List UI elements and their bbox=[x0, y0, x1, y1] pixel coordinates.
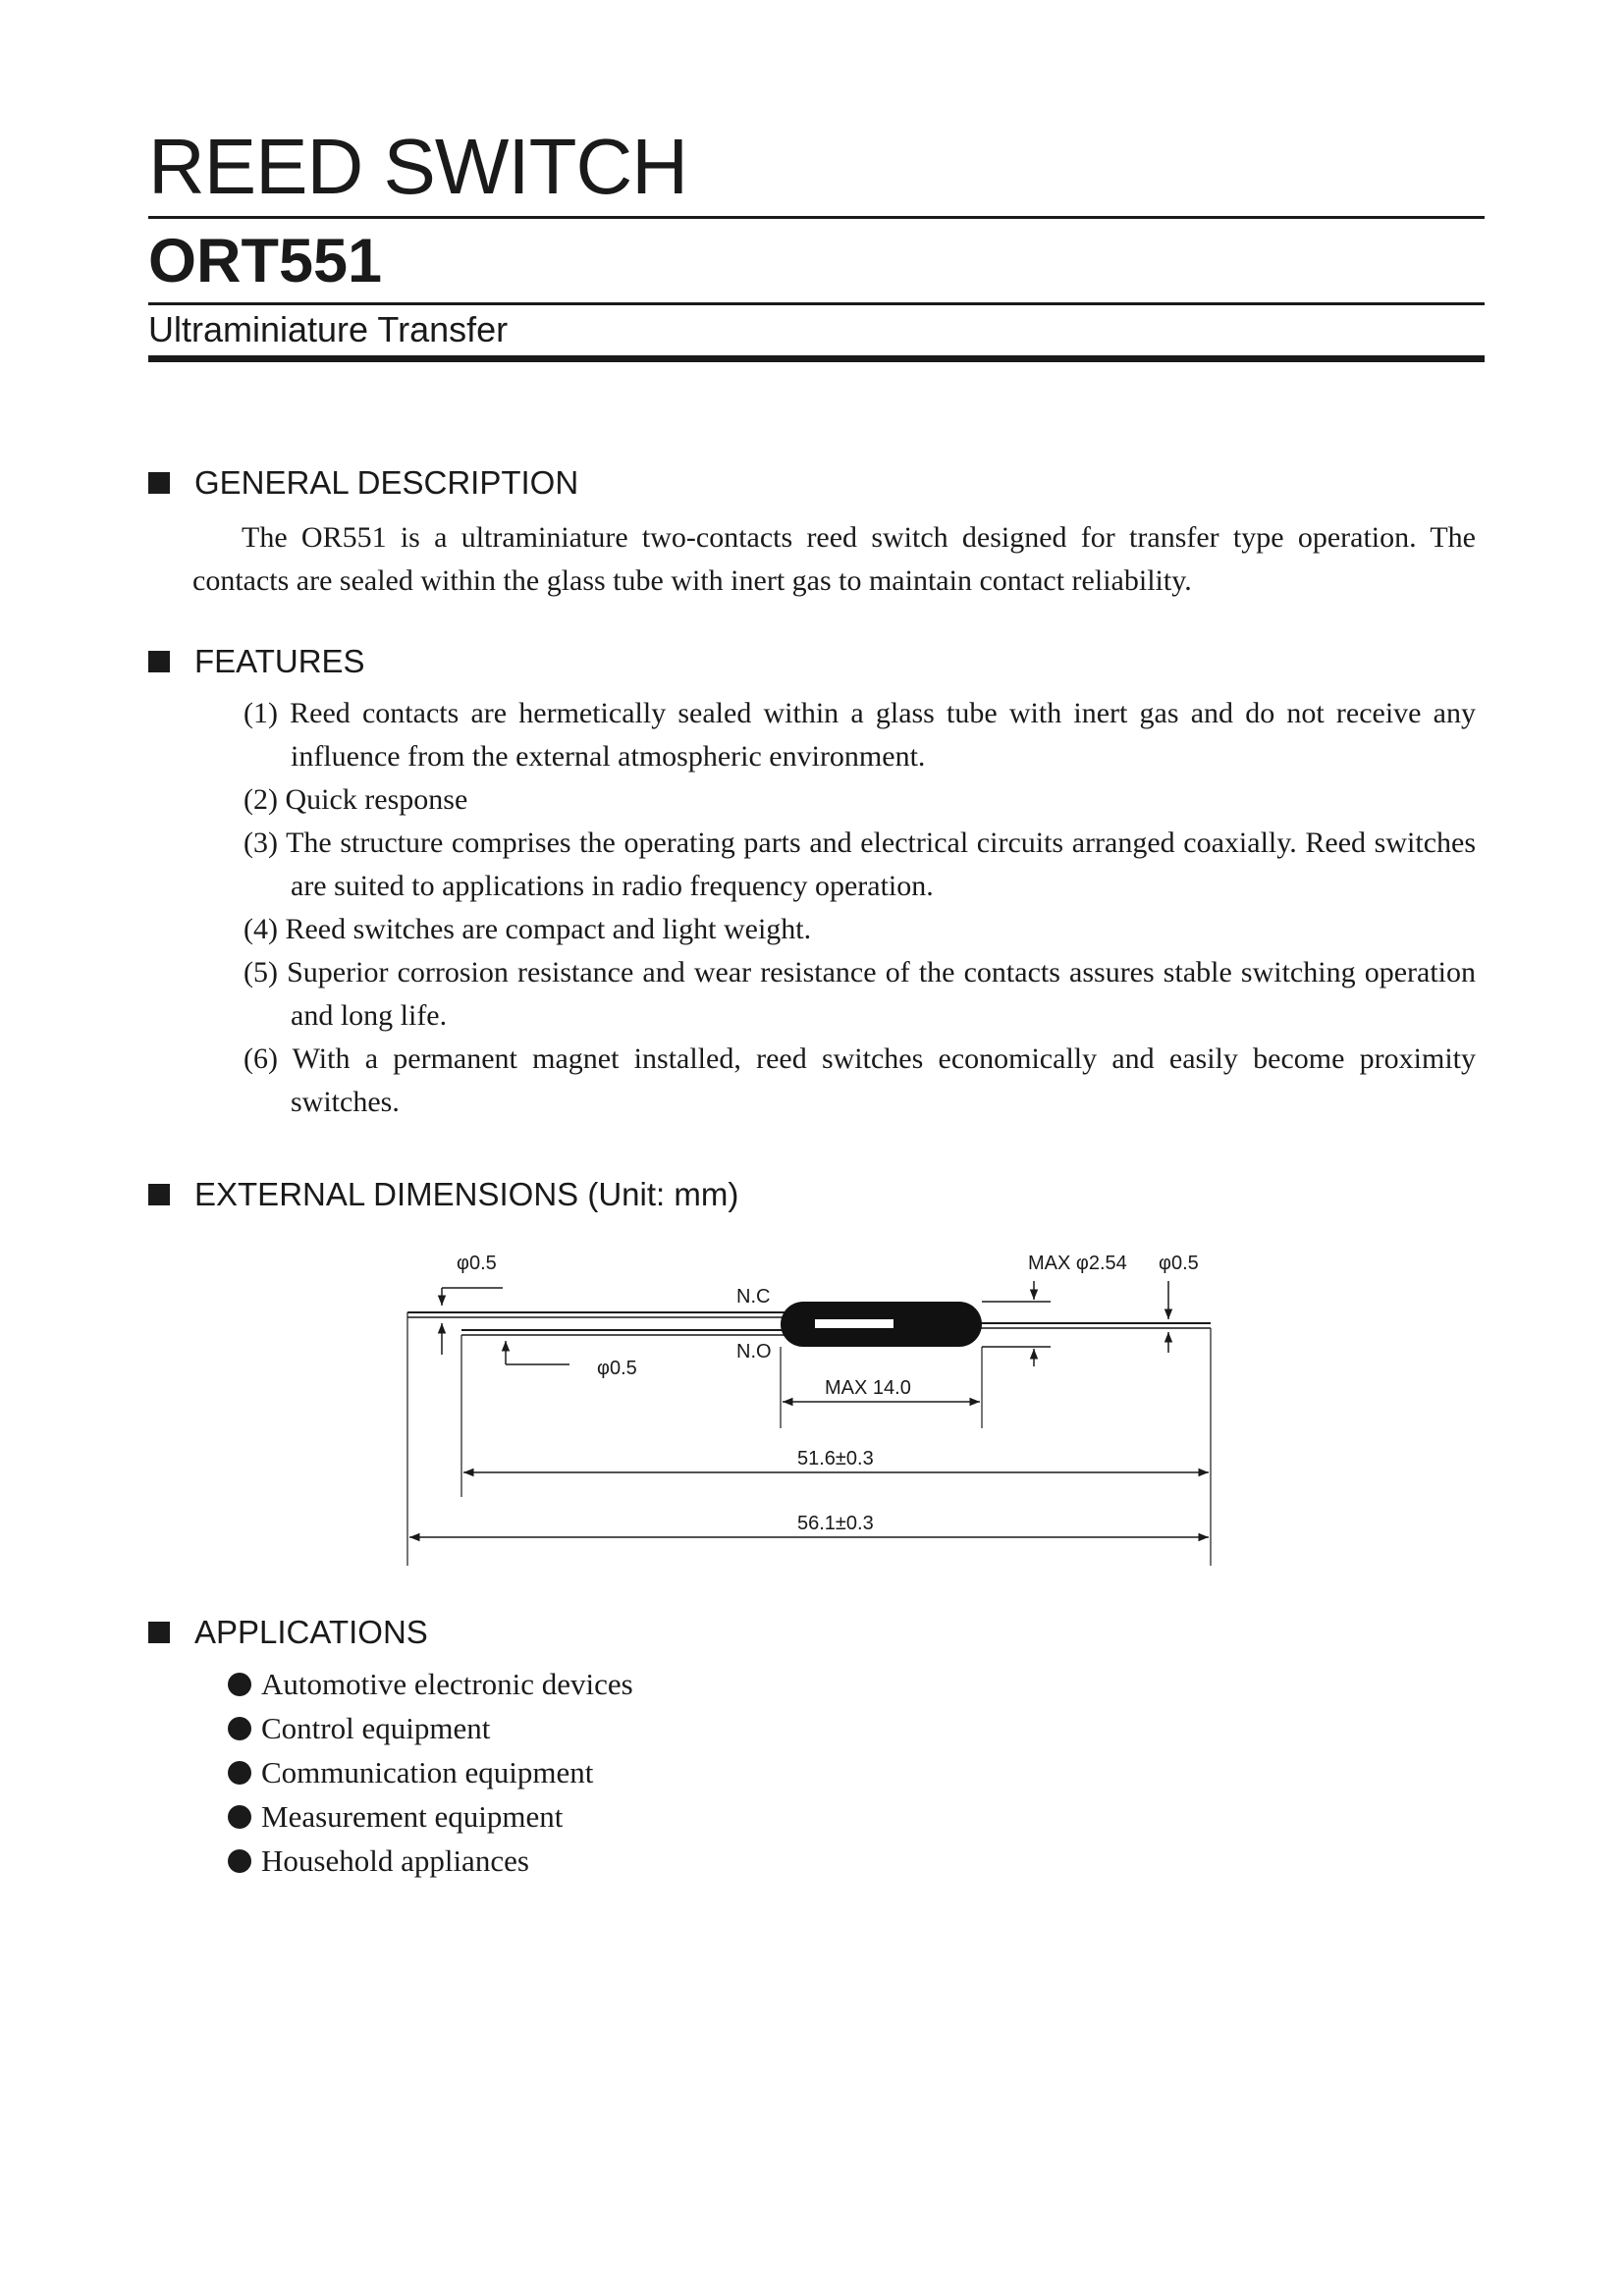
dimension-drawing bbox=[393, 1237, 1257, 1580]
feature-item: (2) Quick response bbox=[244, 783, 468, 816]
dim-lead-dia-left-bottom: φ0.5 bbox=[597, 1358, 637, 1379]
label-nc: N.C bbox=[736, 1286, 771, 1308]
applications-heading bbox=[148, 1616, 428, 1648]
label-no: N.O bbox=[736, 1341, 772, 1362]
dim-inner-length: 51.6±0.3 bbox=[797, 1448, 874, 1469]
feature-item: (5) Superior corrosion resistance and wear resistance of the contacts assures stable switching operation and long life. bbox=[244, 956, 1476, 1032]
applications-heading-text: APPLICATIONS bbox=[194, 1614, 428, 1650]
general-description-text: The OR551 is a ultraminiature two-contacts reed switch designed for transfer type operation. The contacts are sealed within the glass tube with inert gas to maintain contact reliability. bbox=[192, 521, 1476, 597]
features-heading-text: FEATURES bbox=[194, 643, 365, 679]
feature-item: (3) The structure comprises the operating parts and electrical circuits arranged coaxially. Reed switches are suited to applications in radio frequency operation. bbox=[244, 827, 1476, 902]
dim-lead-dia-left-top: φ0.5 bbox=[457, 1253, 497, 1274]
title-rule bbox=[148, 216, 1485, 219]
applications-list bbox=[228, 1662, 633, 1883]
dim-body-length: MAX 14.0 bbox=[825, 1377, 911, 1399]
model-number: ORT551 bbox=[148, 227, 383, 295]
model-rule bbox=[148, 302, 1485, 305]
feature-item: (4) Reed switches are compact and light weight. bbox=[244, 913, 812, 945]
bullet-icon bbox=[228, 1805, 251, 1829]
section-square-icon bbox=[148, 1622, 170, 1643]
dimensions-heading-text: EXTERNAL DIMENSIONS (Unit: mm) bbox=[194, 1176, 739, 1212]
bullet-icon bbox=[228, 1761, 251, 1785]
bullet-icon bbox=[228, 1717, 251, 1740]
dim-max-dia: MAX φ2.54 bbox=[1028, 1253, 1127, 1274]
document-title: REED SWITCH bbox=[148, 123, 687, 210]
features-heading bbox=[148, 645, 365, 677]
bullet-icon bbox=[228, 1849, 251, 1873]
list-item: Automotive electronic devices bbox=[228, 1662, 633, 1706]
feature-item: (1) Reed contacts are hermetically sealed within a glass tube with inert gas and do not receive any influence from the external atmospheric environment. bbox=[244, 697, 1476, 773]
dimensions-heading bbox=[148, 1178, 738, 1210]
section-square-icon bbox=[148, 472, 170, 494]
general-description-heading bbox=[148, 466, 578, 499]
section-square-icon bbox=[148, 651, 170, 672]
list-item: Control equipment bbox=[228, 1706, 633, 1750]
dim-overall-length: 56.1±0.3 bbox=[797, 1513, 874, 1534]
section-square-icon bbox=[148, 1184, 170, 1205]
subtitle-rule bbox=[148, 355, 1485, 362]
features-list bbox=[244, 692, 1476, 1124]
list-item: Household appliances bbox=[228, 1839, 633, 1883]
list-item: Measurement equipment bbox=[228, 1794, 633, 1839]
reed-contact bbox=[815, 1319, 893, 1328]
bullet-icon bbox=[228, 1673, 251, 1696]
general-description-heading-text: GENERAL DESCRIPTION bbox=[194, 464, 579, 501]
dim-lead-dia-right: φ0.5 bbox=[1159, 1253, 1199, 1274]
feature-item: (6) With a permanent magnet installed, reed switches economically and easily become proximity switches. bbox=[244, 1042, 1476, 1118]
list-item: Communication equipment bbox=[228, 1750, 633, 1794]
subtitle: Ultraminiature Transfer bbox=[148, 309, 509, 349]
